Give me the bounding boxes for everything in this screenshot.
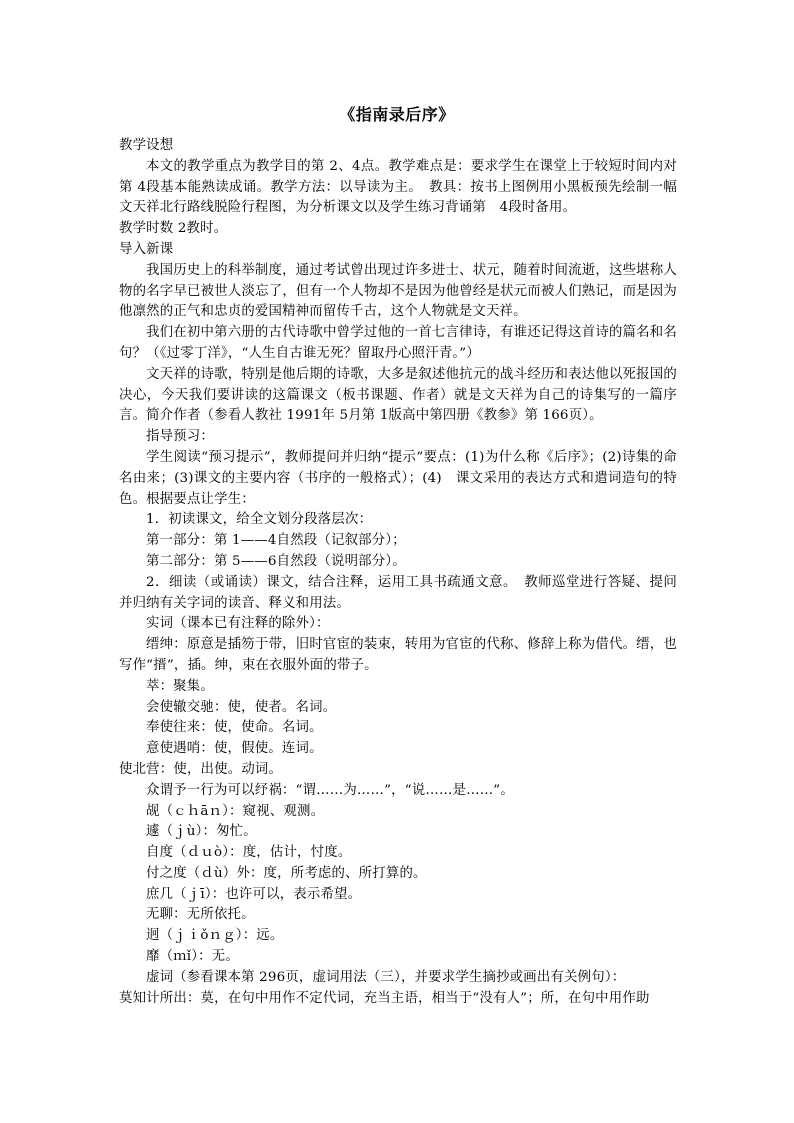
paragraph-p23: 遽（ｊù）：匆忙。 xyxy=(146,824,257,840)
paragraph-p5: 我国历史上的科举制度，通过考试曾出现过许多进士、状元，随着时间流逝，这些堪称人物的名字早已被世人淡忘了，但有一个人物却不是因为他曾经是状元而被人们熟记，而是因为他凛然的正气和忠贞的爱国精神而留传千古，这个人物就是文天祥。 xyxy=(119,262,677,320)
paragraph-p21: 众谓予一行为可以纾祸：“谓……为……”，“说……是……”。 xyxy=(146,782,514,798)
paragraph-p9: 学生阅读“预习提示”，教师提问并归纳“提示”要点：(1)为什么称《后序》；(2)诗集的命名由来；(3)课文的主要内容（书序的一般格式）；(4) 课文采用的表达方式和遣词造句的特色。根据要点让学生： xyxy=(119,449,677,507)
document-body xyxy=(119,136,677,1009)
paragraph-p19: 意使遇哨：使，假使。连词。 xyxy=(146,741,323,757)
paragraph-p1: 教学设想 xyxy=(119,138,174,153)
paragraph-p11: 第一部分：第 1——4自然段（记叙部分）； xyxy=(146,533,406,549)
paragraph-p10: 1．初读课文，给全文划分段落层次： xyxy=(146,512,373,528)
paragraph-p14: 实词（课本已有注释的除外）： xyxy=(146,616,330,632)
paragraph-p16: 萃：聚集。 xyxy=(146,678,214,694)
document-title: 《指南录后序》 xyxy=(339,105,455,124)
paragraph-p28: 迥（ｊｉǒｎｇ）：远。 xyxy=(146,928,284,944)
paragraph-p30: 虚词（参看课本第 296页，虚词用法（三），并要求学生摘抄或画出有关例句）： xyxy=(146,969,626,985)
paragraph-p12: 第二部分：第 5——6自然段（说明部分）。 xyxy=(146,553,406,569)
paragraph-p15: 缙绅：原意是插笏于带，旧时官宦的装束，转用为官宦的代称、修辞上称为借代。缙，也写作“搢”，插。绅，束在衣服外面的带子。 xyxy=(119,637,677,673)
paragraph-p20: 使北营：使，出使。动词。 xyxy=(119,761,283,777)
paragraph-p2: 本文的教学重点为教学目的第 2、4点。教学难点是：要求学生在课堂上于较短时间内对第 4段基本能熟读成诵。教学方法：以导读为主。 教具：按书上图例用小黑板预先绘制一幅文天祥北行路线脱险行程图，为分析课文以及学生练习背诵第 4段时备用。 xyxy=(119,158,677,216)
paragraph-p27: 无聊：无所依托。 xyxy=(146,907,255,923)
paragraph-p24: 自度（ｄｕò）：度，估计，忖度。 xyxy=(146,845,352,861)
paragraph-p18: 奉使往来：使，使命。名词。 xyxy=(146,720,323,736)
paragraph-p4: 导入新课 xyxy=(119,241,174,257)
paragraph-p17: 会使辙交驰：使，使者。名词。 xyxy=(146,699,337,715)
paragraph-p29: 靡（ｍǐ）：无。 xyxy=(146,949,239,965)
paragraph-p22: 觇（ｃｈāｎ）：窥视、观测。 xyxy=(146,803,325,819)
paragraph-p8: 指导预习： xyxy=(146,429,214,445)
paragraph-p25: 付之度（ｄù）外：度，所考虑的、所打算的。 xyxy=(146,865,427,881)
paragraph-p13: 2．细读（或诵读）课文，结合注释，运用工具书疏通文意。 教师巡堂进行答疑、提问并归纳有关字词的读音、释义和用法。 xyxy=(119,574,677,611)
paragraph-p3: 教学时数 2教时。 xyxy=(119,221,228,237)
paragraph-p26: 庶几（ｊī）：也许可以，表示希望。 xyxy=(146,886,362,902)
paragraph-p7: 文天祥的诗歌，特别是他后期的诗歌，大多是叙述他抗元的战斗经历和表达他以死报国的决心，今天我们要讲读的这篇课文（板书课题、作者）就是文天祥为自己的诗集写的一篇序言。简介作者（参看人教社 1991年 5月第 1版高中第四册《教参》第 166页）。 xyxy=(119,366,677,424)
paragraph-p31: 莫知计所出：莫，在句中用作不定代词，充当主语，相当于“没有人”；所，在句中用作助 xyxy=(119,990,650,1006)
paragraph-p6: 我们在初中第六册的古代诗歌中曾学过他的一首七言律诗，有谁还记得这首诗的篇名和名句？（《过零丁洋》，“人生自古谁无死？留取丹心照汗青。”） xyxy=(119,325,677,361)
